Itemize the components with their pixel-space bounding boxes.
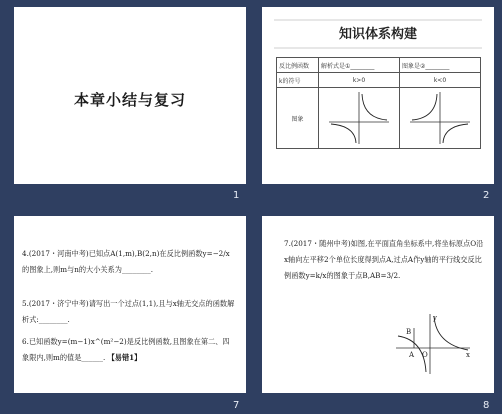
- graph-cell: [319, 88, 400, 149]
- label-x: x: [466, 351, 470, 359]
- table-cell: k<0: [400, 73, 481, 88]
- slide-number: 1: [233, 190, 240, 201]
- knowledge-table: [276, 57, 481, 149]
- slide-number: 2: [483, 190, 490, 201]
- slide-thumb-1[interactable]: [14, 7, 246, 184]
- label-b: B: [406, 328, 412, 336]
- slide-canvas: [14, 216, 246, 393]
- question-7: 7.(2017・随州中考)如图,在平面直角坐标系中,将坐标原点O沿x轴向左平移2个单位长度得到点A,过点A作y轴的平行线交反比例函数y=k/x的图象于点B,AB=3/2.: [284, 239, 484, 280]
- label-y: y: [433, 314, 437, 322]
- coordinate-graph: [394, 312, 474, 376]
- title-banner: [274, 19, 482, 49]
- graph-cell: [400, 88, 481, 149]
- slide-thumb-7[interactable]: [14, 216, 246, 393]
- question-4: 4.(2017・河南中考)已知点A(1,m),B(2,n)在反比例函数y=−2/x的图象上,则m与n的大小关系为________.: [22, 249, 230, 274]
- question-5: 5.(2017・济宁中考)请写出一个过点(1,1),且与x轴无交点的函数解析式:________.: [22, 299, 235, 324]
- error-tag: 【易错1】: [107, 353, 142, 362]
- table-cell: 图象: [277, 88, 319, 149]
- slide-title: 知识体系构建: [338, 27, 417, 42]
- hyperbola-negative-graph: [400, 88, 480, 146]
- question-6-text: 6.已知函数y=(m−1)x^(m²−2)是反比例函数,且图象在第二、四象限内,则m的值是______.: [22, 337, 230, 362]
- slide-canvas: [262, 216, 494, 393]
- table-cell: 反比例函数: [277, 58, 319, 73]
- label-o: O: [422, 351, 428, 359]
- slide-thumb-2[interactable]: [262, 7, 494, 184]
- slide-canvas: [262, 7, 494, 184]
- slide-number: 7: [233, 400, 240, 411]
- table-cell: k>0: [319, 73, 400, 88]
- slide-thumb-8[interactable]: [262, 216, 494, 393]
- table-cell: 图象是②________: [400, 58, 481, 73]
- hyperbola-positive-graph: [319, 88, 399, 146]
- label-a: A: [409, 351, 415, 359]
- slide-number: 8: [483, 400, 490, 411]
- question-6: [22, 334, 236, 366]
- slide-canvas: [14, 7, 246, 184]
- table-cell: k的符号: [277, 73, 319, 88]
- slide-title: 本章小结与复习: [73, 91, 186, 109]
- table-cell: 解析式是①________: [319, 58, 400, 73]
